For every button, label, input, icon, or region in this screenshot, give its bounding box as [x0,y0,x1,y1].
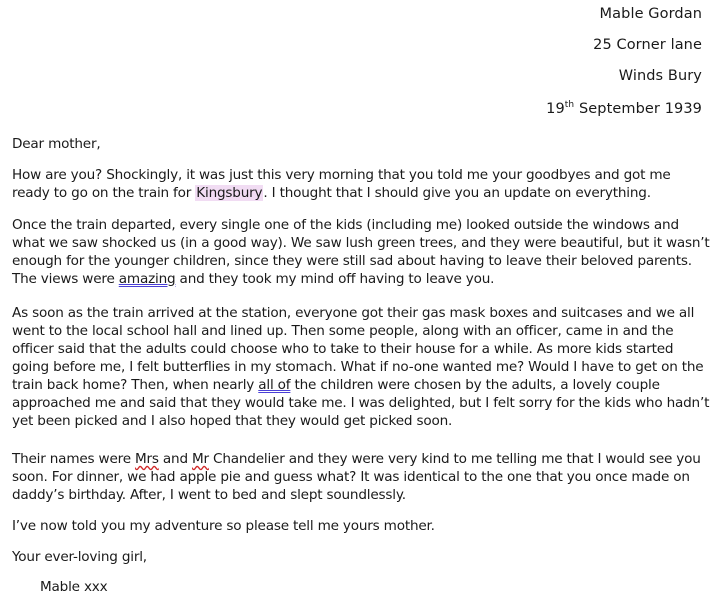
paragraph-2-text-b: and they took my mind off having to leave you. [175,271,495,287]
date-suffix: th [564,100,575,111]
paragraph-1-text-a: How are you? Shockingly, it was just this very morning that you told me your goodbyes and got me ready to go on the train for [12,167,671,201]
date-day: 19 [546,101,565,117]
closing-line: Your ever-loving girl, [12,549,147,565]
misspelled-mr: Mr [192,451,209,467]
paragraph-1-text-b: . I thought that I should give you an update on everything. [263,185,651,201]
sender-street: 25 Corner lane [593,37,702,53]
sender-name: Mable Gordan [599,6,702,22]
paragraph-4 [12,450,712,504]
paragraph-4-text-a: Their names were [12,451,135,467]
paragraph-1 [12,166,712,202]
misspelled-mrs: Mrs [134,451,159,467]
paragraph-3 [12,304,712,430]
date-month-year: September 1939 [578,101,702,117]
highlighted-word-kingsbury: Kingsbury [196,185,263,201]
paragraph-5: I’ve now told you my adventure so please tell me yours mother. [12,518,435,534]
paragraph-2 [12,216,712,288]
paragraph-4-text-b: Chandelier and they were very kind to me telling me that I would see you soon. For dinner, we had apple pie and guess what? It was identical to the one that you once made on daddy’s birthday. After, I went to bed and slept soundlessly. [12,451,701,503]
paragraph-2-text-a: Once the train departed, every single one of the kids (including me) looked outside the windows and what we saw shocked us (in a good way). We saw lush green trees, and they were beautiful, but it wasn’t enough for the younger children, since they were still sad about having to leave their beloved parents. The views were [12,217,710,287]
underlined-phrase-all-of: all of [258,377,291,393]
letter-date [546,101,702,117]
paragraph-3-text-b: the children were chosen by the adults, a lovely couple approached me and said that they would take me. I was delighted, but I felt sorry for the kids who hadn’t yet been picked and I also hoped that they would get picked soon. [12,377,710,429]
paragraph-3-text-a: As soon as the train arrived at the station, everyone got their gas mask boxes and suitcases and we all went to the local school hall and lined up. Then some people, along with an officer, came in and the officer said that the adults could choose who to take to their house for a while. As more kids started going before me, I felt butterflies in my stomach. What if no-one wanted me? Would I have to get on the train back home? Then, when nearly [12,305,704,393]
underlined-word-amazing: amazing [118,271,176,287]
paragraph-4-and: and [158,451,193,467]
signature: Mable xxx [40,579,108,595]
sender-town: Winds Bury [618,68,702,84]
greeting: Dear mother, [12,136,101,152]
